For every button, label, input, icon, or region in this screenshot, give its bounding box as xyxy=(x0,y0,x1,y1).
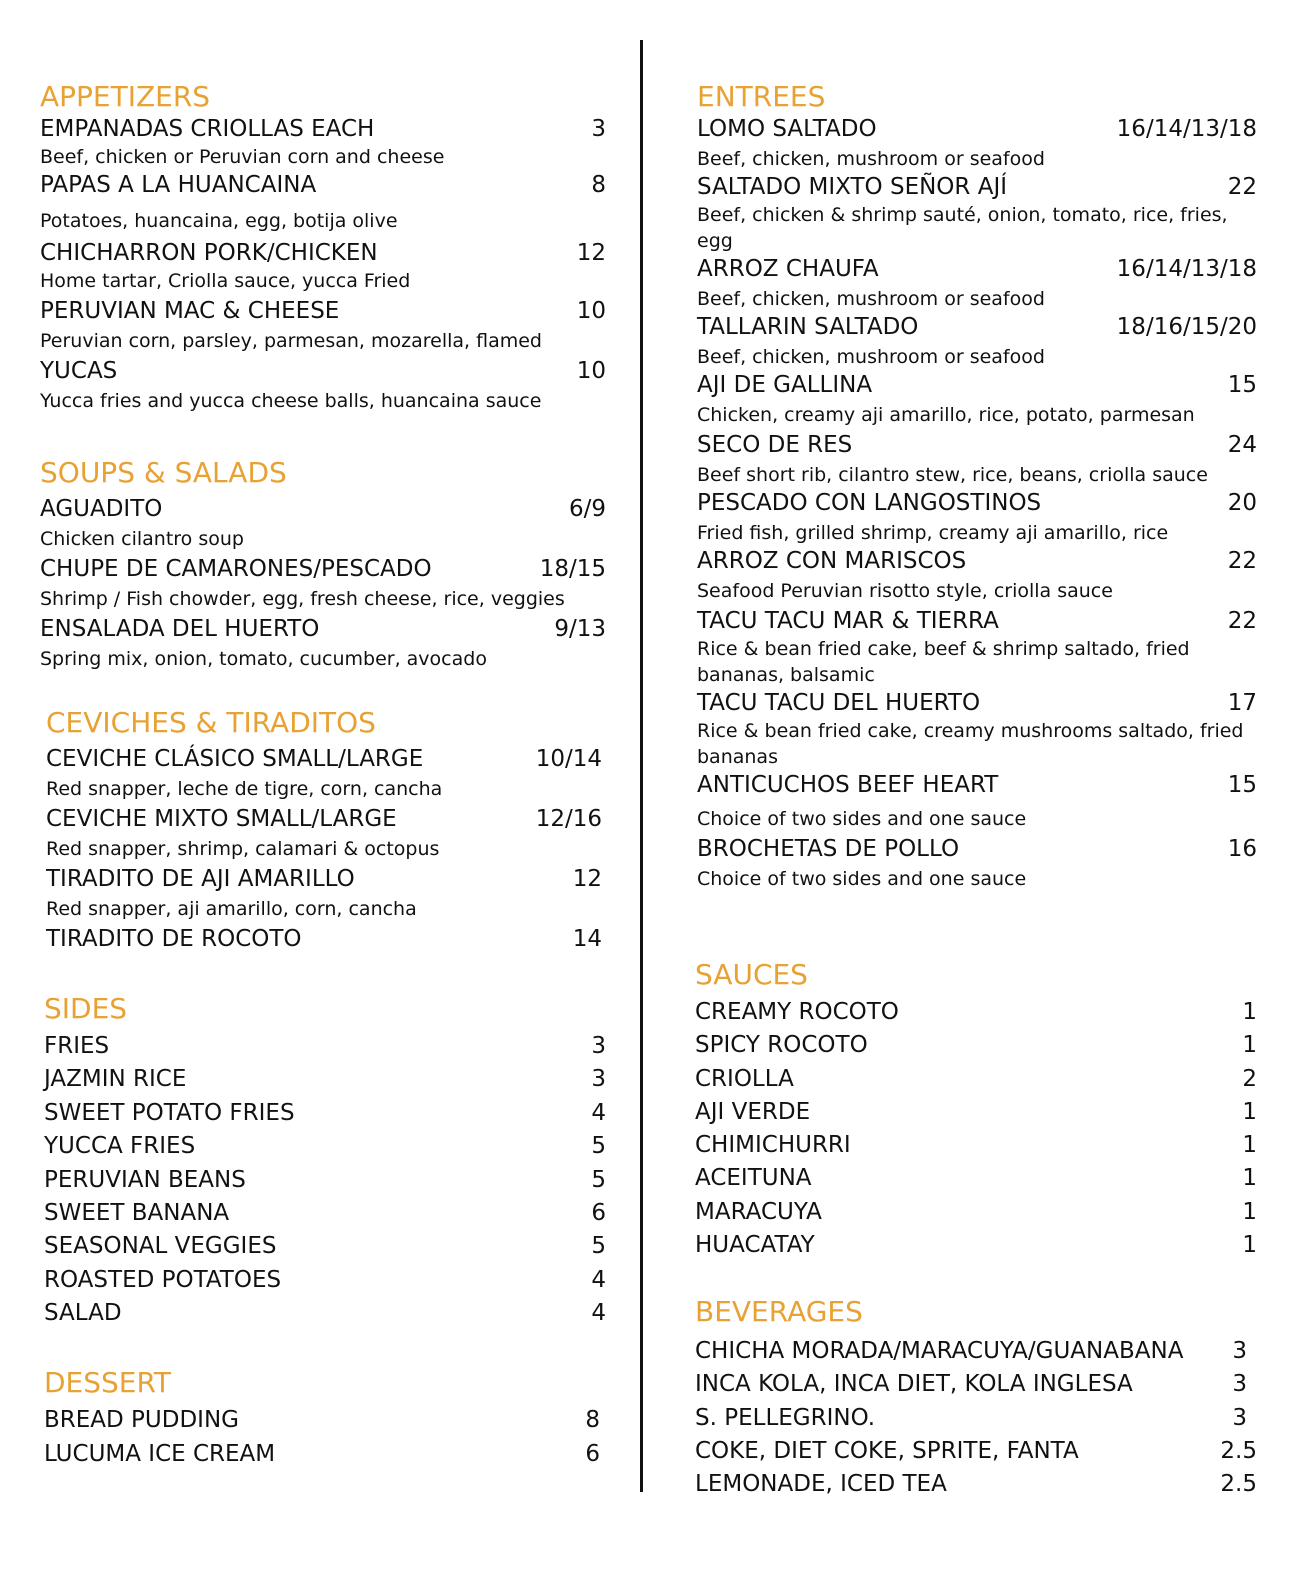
menu-item xyxy=(697,488,1257,518)
menu-item xyxy=(697,172,1257,202)
item-name: HUACATAY xyxy=(695,1232,815,1259)
item-price: 8 xyxy=(591,172,606,198)
menu-item xyxy=(40,296,606,326)
item-price: 24 xyxy=(1227,432,1257,458)
item-price: 12/16 xyxy=(535,806,602,832)
menu-item xyxy=(40,494,606,524)
menu-item xyxy=(44,1197,606,1230)
menu-item xyxy=(695,996,1257,1029)
item-name: EMPANADAS CRIOLLAS EACH xyxy=(40,116,375,142)
menu-item xyxy=(40,238,606,268)
menu-item xyxy=(697,546,1257,576)
item-name: ACEITUNA xyxy=(695,1165,812,1192)
item-price: 2 xyxy=(1242,1065,1257,1092)
item-name: CEVICHE MIXTO SMALL/LARGE xyxy=(46,806,397,832)
item-name: SWEET BANANA xyxy=(44,1200,230,1227)
item-name: ARROZ CON MARISCOS xyxy=(697,548,967,574)
menu-item xyxy=(697,834,1257,864)
menu-item xyxy=(44,1130,606,1163)
item-name: CEVICHE CLÁSICO SMALL/LARGE xyxy=(46,746,424,772)
column-divider xyxy=(640,40,643,1492)
sauces-section xyxy=(695,958,1257,1262)
item-description: Rice & bean fried cake, creamy mushrooms saltado, fried bananas xyxy=(697,720,1244,768)
menu-item xyxy=(44,1230,606,1263)
item-price: 9/13 xyxy=(554,616,606,642)
item-description: Beef, chicken, mushroom or seafood xyxy=(697,148,1045,170)
item-price: 10 xyxy=(576,298,606,324)
item-description: Choice of two sides and one sauce xyxy=(697,868,1027,890)
item-price: 5 xyxy=(591,1233,606,1260)
ceviches-section xyxy=(46,706,602,954)
menu-item xyxy=(44,1438,600,1472)
item-description: Home tartar, Criolla sauce, yucca Fried xyxy=(40,270,411,292)
item-name: SECO DE RES xyxy=(697,432,853,458)
item-name: AGUADITO xyxy=(40,496,163,522)
item-price: 3 xyxy=(1232,1338,1247,1364)
menu-item xyxy=(46,924,602,954)
item-description: Fried fish, grilled shrimp, creamy aji amarillo, rice xyxy=(697,522,1169,544)
item-name: CHICHARRON PORK/CHICKEN xyxy=(40,240,378,266)
section-title: SAUCES xyxy=(695,958,808,991)
item-name: TACU TACU MAR & TIERRA xyxy=(697,608,999,634)
item-price: 1 xyxy=(1242,1198,1257,1225)
item-name: AJI DE GALLINA xyxy=(697,372,873,398)
item-price: 17 xyxy=(1227,690,1257,716)
item-name: INCA KOLA, INCA DIET, KOLA INGLESA xyxy=(695,1371,1133,1398)
sides-section xyxy=(44,992,606,1331)
item-price: 4 xyxy=(591,1099,606,1126)
item-price: 1 xyxy=(1242,1032,1257,1059)
menu-item xyxy=(44,1164,606,1197)
section-title: APPETIZERS xyxy=(40,80,211,113)
menu-item xyxy=(695,1335,1257,1368)
item-price: 16/14/13/18 xyxy=(1116,256,1257,282)
item-price: 3 xyxy=(591,116,606,142)
menu-item xyxy=(695,1129,1257,1162)
item-price: 14 xyxy=(572,926,602,952)
menu-item xyxy=(697,430,1257,460)
menu-item xyxy=(44,1264,606,1297)
menu-item xyxy=(695,1063,1257,1096)
item-price: 3 xyxy=(591,1066,606,1093)
item-name: TIRADITO DE ROCOTO xyxy=(46,926,302,952)
item-price: 5 xyxy=(591,1133,606,1160)
menu-item xyxy=(695,1029,1257,1062)
item-price: 16/14/13/18 xyxy=(1116,116,1257,142)
item-name: CHIMICHURRI xyxy=(695,1132,851,1159)
item-price: 6/9 xyxy=(568,496,606,522)
item-price: 22 xyxy=(1227,174,1257,200)
item-name: LOMO SALTADO xyxy=(697,116,877,142)
item-name: ROASTED POTATOES xyxy=(44,1266,282,1293)
item-name: PERUVIAN BEANS xyxy=(44,1166,246,1193)
item-price: 1 xyxy=(1242,999,1257,1025)
item-price: 1 xyxy=(1242,1165,1257,1192)
item-name: CHICHA MORADA/MARACUYA/GUANABANA xyxy=(695,1338,1184,1364)
item-description: Red snapper, aji amarillo, corn, cancha xyxy=(46,898,417,920)
item-description: Seafood Peruvian risotto style, criolla sauce xyxy=(697,580,1113,602)
item-price: 6 xyxy=(591,1200,606,1227)
item-price: 3 xyxy=(591,1033,606,1059)
menu-item xyxy=(46,804,602,834)
item-description: Red snapper, shrimp, calamari & octopus xyxy=(46,838,440,860)
item-name: SALTADO MIXTO SEÑOR AJÍ xyxy=(697,174,1008,200)
item-price: 15 xyxy=(1227,372,1257,398)
menu-item xyxy=(697,688,1257,718)
item-description: Beef, chicken, mushroom or seafood xyxy=(697,346,1045,368)
beverages-section xyxy=(695,1295,1257,1501)
item-price: 5 xyxy=(591,1166,606,1193)
menu-item xyxy=(44,1297,606,1330)
item-name: ANTICUCHOS BEEF HEART xyxy=(697,772,999,798)
menu-item xyxy=(44,1097,606,1130)
item-name: BREAD PUDDING xyxy=(44,1407,239,1433)
menu-item xyxy=(697,770,1257,800)
item-price: 4 xyxy=(591,1266,606,1293)
item-description: Chicken, creamy aji amarillo, rice, potato, parmesan xyxy=(697,404,1195,426)
item-price: 1 xyxy=(1242,1132,1257,1159)
item-price: 12 xyxy=(572,866,602,892)
item-description: Beef, chicken & shrimp sauté, onion, tomato, rice, fries, egg xyxy=(697,204,1228,252)
item-name: TIRADITO DE AJI AMARILLO xyxy=(46,866,355,892)
item-price: 3 xyxy=(1232,1404,1247,1431)
item-description: Peruvian corn, parsley, parmesan, mozarella, flamed xyxy=(40,330,542,352)
menu-item xyxy=(697,312,1257,342)
item-price: 8 xyxy=(585,1407,600,1433)
menu-item xyxy=(40,356,606,386)
section-title: CEVICHES & TIRADITOS xyxy=(46,706,376,739)
item-name: MARACUYA xyxy=(695,1198,822,1225)
item-name: ARROZ CHAUFA xyxy=(697,256,879,282)
menu-item xyxy=(695,1468,1257,1501)
menu-item xyxy=(695,1368,1257,1401)
item-name: BROCHETAS DE POLLO xyxy=(697,836,960,862)
item-name: S. PELLEGRINO. xyxy=(695,1404,876,1431)
menu-item xyxy=(44,1030,606,1063)
item-price: 2.5 xyxy=(1220,1471,1257,1498)
menu-item xyxy=(695,1096,1257,1129)
item-description: Spring mix, onion, tomato, cucumber, avocado xyxy=(40,648,487,670)
menu-item xyxy=(40,554,606,584)
item-name: ENSALADA DEL HUERTO xyxy=(40,616,320,642)
item-description: Beef, chicken or Peruvian corn and cheese xyxy=(40,146,445,168)
menu-item xyxy=(46,744,602,774)
item-name: SEASONAL VEGGIES xyxy=(44,1233,277,1260)
menu-item xyxy=(695,1402,1257,1435)
menu-item xyxy=(44,1063,606,1096)
item-description: Red snapper, leche de tigre, corn, cancha xyxy=(46,778,443,800)
item-price: 22 xyxy=(1227,608,1257,634)
item-price: 10/14 xyxy=(535,746,602,772)
menu-item xyxy=(695,1196,1257,1229)
menu-item xyxy=(46,864,602,894)
section-title: ENTREES xyxy=(697,80,826,113)
menu-item xyxy=(697,114,1257,144)
menu-item xyxy=(40,170,606,200)
menu-item xyxy=(40,114,606,144)
section-title: BEVERAGES xyxy=(695,1295,863,1328)
item-price: 16 xyxy=(1227,836,1257,862)
item-name: PERUVIAN MAC & CHEESE xyxy=(40,298,340,324)
item-description: Shrimp / Fish chowder, egg, fresh cheese, rice, veggies xyxy=(40,588,565,610)
section-title: SOUPS & SALADS xyxy=(40,456,287,489)
item-price: 12 xyxy=(576,240,606,266)
menu-item xyxy=(697,254,1257,284)
item-name: COKE, DIET COKE, SPRITE, FANTA xyxy=(695,1437,1079,1464)
item-price: 1 xyxy=(1242,1232,1257,1259)
item-name: FRIES xyxy=(44,1033,110,1059)
menu-item xyxy=(40,614,606,644)
soups-section xyxy=(40,456,606,672)
item-name: PESCADO CON LANGOSTINOS xyxy=(697,490,1042,516)
item-description: Yucca fries and yucca cheese balls, huancaina sauce xyxy=(40,390,542,412)
item-name: YUCAS xyxy=(40,358,118,384)
menu-item xyxy=(695,1162,1257,1195)
item-description: Beef, chicken, mushroom or seafood xyxy=(697,288,1045,310)
menu-item xyxy=(695,1435,1257,1468)
item-name: CHUPE DE CAMARONES/PESCADO xyxy=(40,556,432,582)
menu-item xyxy=(697,606,1257,636)
item-name: JAZMIN RICE xyxy=(44,1066,187,1093)
item-name: LUCUMA ICE CREAM xyxy=(44,1440,276,1467)
item-name: PAPAS A LA HUANCAINA xyxy=(40,172,317,198)
item-price: 2.5 xyxy=(1220,1437,1257,1464)
item-name: SALAD xyxy=(44,1300,122,1327)
entrees-section xyxy=(697,80,1257,892)
item-description: Potatoes, huancaina, egg, botija olive xyxy=(40,210,398,232)
item-name: AJI VERDE xyxy=(695,1098,811,1125)
item-price: 3 xyxy=(1232,1371,1247,1398)
item-name: SPICY ROCOTO xyxy=(695,1032,868,1059)
item-name: LEMONADE, ICED TEA xyxy=(695,1471,947,1498)
item-name: CRIOLLA xyxy=(695,1065,794,1092)
item-price: 4 xyxy=(591,1300,606,1327)
item-description: Chicken cilantro soup xyxy=(40,528,244,550)
appetizers-section xyxy=(40,80,606,414)
item-price: 15 xyxy=(1227,772,1257,798)
item-name: TALLARIN SALTADO xyxy=(697,314,919,340)
item-name: SWEET POTATO FRIES xyxy=(44,1099,295,1126)
item-description: Choice of two sides and one sauce xyxy=(697,808,1027,830)
menu-item xyxy=(697,370,1257,400)
item-description: Beef short rib, cilantro stew, rice, beans, criolla sauce xyxy=(697,464,1208,486)
section-title: SIDES xyxy=(44,992,128,1025)
item-price: 1 xyxy=(1242,1098,1257,1125)
item-price: 6 xyxy=(585,1440,600,1467)
item-price: 18/15 xyxy=(539,556,606,582)
menu-item xyxy=(44,1404,600,1438)
item-name: YUCCA FRIES xyxy=(44,1133,196,1160)
item-price: 18/16/15/20 xyxy=(1116,314,1257,340)
item-price: 20 xyxy=(1227,490,1257,516)
item-name: CREAMY ROCOTO xyxy=(695,999,899,1025)
menu-item xyxy=(695,1229,1257,1262)
item-name: TACU TACU DEL HUERTO xyxy=(697,690,981,716)
item-price: 10 xyxy=(576,358,606,384)
item-description: Rice & bean fried cake, beef & shrimp saltado, fried bananas, balsamic xyxy=(697,638,1190,686)
dessert-section xyxy=(44,1366,600,1471)
item-price: 22 xyxy=(1227,548,1257,574)
section-title: DESSERT xyxy=(44,1366,172,1399)
